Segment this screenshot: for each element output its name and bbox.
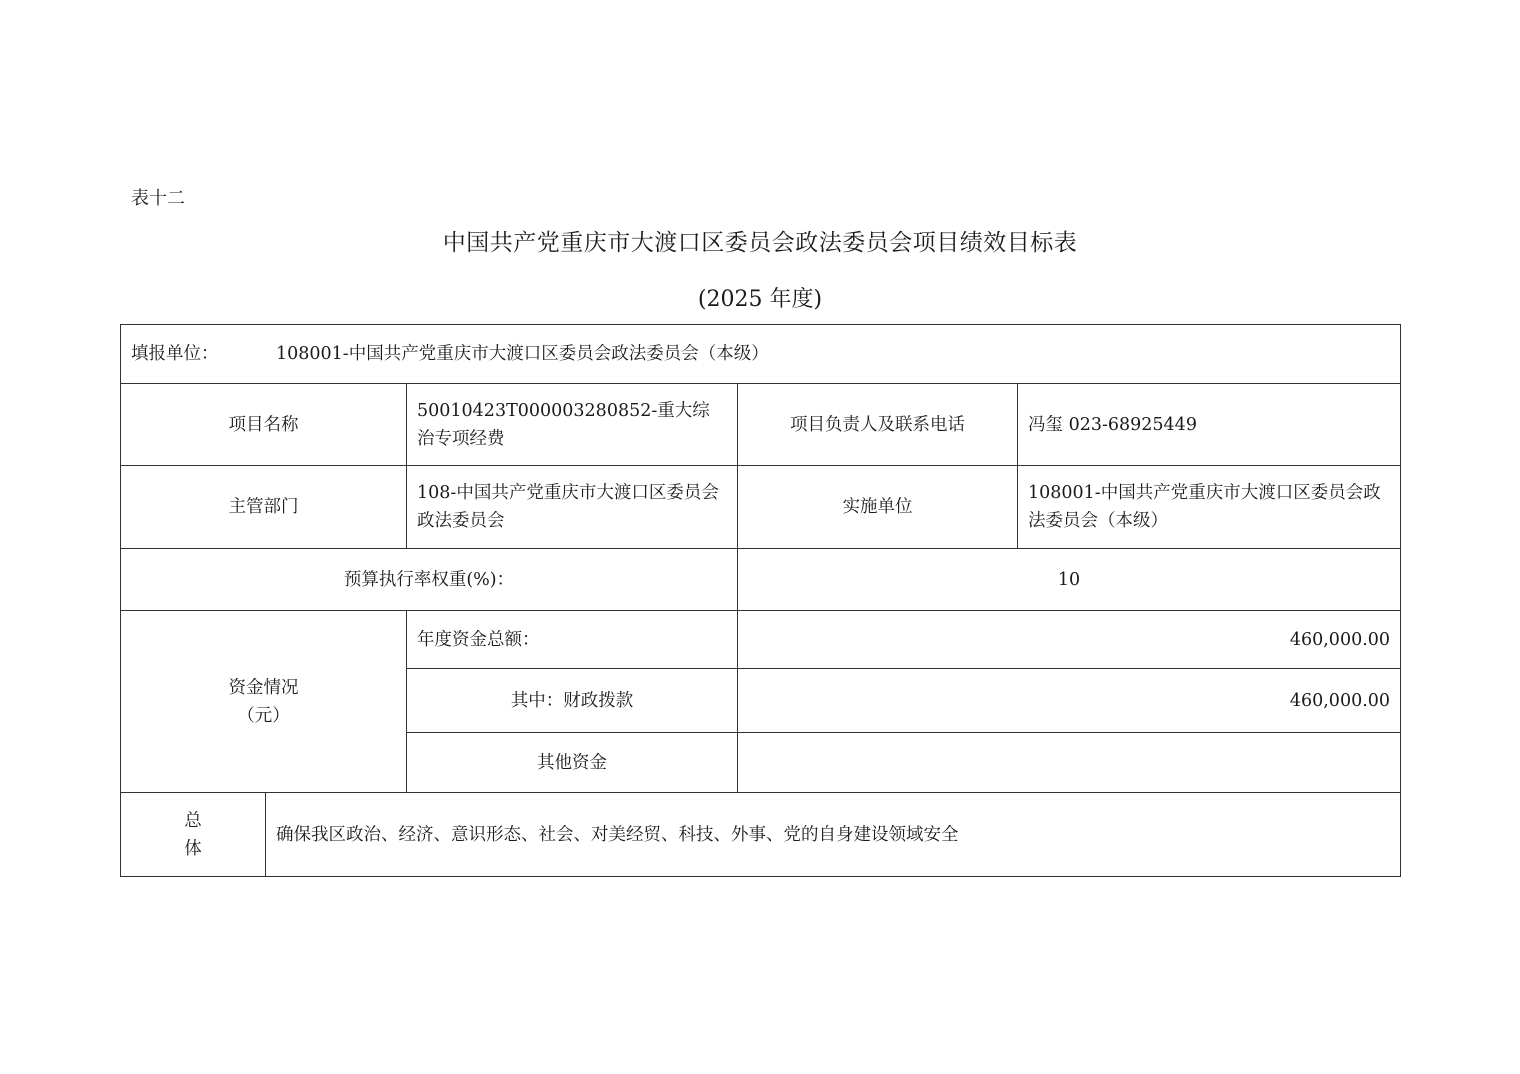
funds-label bbox=[121, 611, 407, 793]
project-lead-value: 冯玺 023-68925449 bbox=[1018, 384, 1401, 466]
other-funds-value bbox=[738, 733, 1401, 793]
fiscal-appropriation-label: 其中：财政拨款 bbox=[407, 669, 738, 733]
project-name-value: 50010423T000003280852-重大综治专项经费 bbox=[407, 384, 738, 466]
funds-label-line2: （元） bbox=[237, 705, 290, 726]
overall-goal-label bbox=[121, 793, 266, 877]
table-number: 表十二 bbox=[131, 188, 185, 209]
annual-total-label: 年度资金总额： bbox=[407, 611, 738, 669]
document-title: 中国共产党重庆市大渡口区委员会政法委员会项目绩效目标表 bbox=[442, 230, 1078, 256]
row-overall-goal bbox=[121, 793, 1401, 877]
document-year: (2025 年度) bbox=[697, 287, 823, 312]
overall-goal-label-line2: 体 bbox=[184, 838, 202, 859]
other-funds-label: 其他资金 bbox=[407, 733, 738, 793]
row-reporting-unit bbox=[121, 325, 1401, 384]
project-lead-label: 项目负责人及联系电话 bbox=[738, 384, 1018, 466]
budget-weight-label: 预算执行率权重(%)： bbox=[121, 549, 738, 611]
budget-weight-value: 10 bbox=[738, 549, 1401, 611]
reporting-unit-cell bbox=[121, 325, 1401, 384]
department-label: 主管部门 bbox=[121, 466, 407, 549]
overall-goal-label-line1: 总 bbox=[184, 810, 202, 831]
annual-total-value: 460,000.00 bbox=[738, 611, 1401, 669]
department-value: 108-中国共产党重庆市大渡口区委员会政法委员会 bbox=[407, 466, 738, 549]
row-budget-weight bbox=[121, 549, 1401, 611]
performance-target-table bbox=[120, 324, 1401, 877]
implementing-unit-value: 108001-中国共产党重庆市大渡口区委员会政法委员会（本级） bbox=[1018, 466, 1401, 549]
reporting-unit-value: 108001-中国共产党重庆市大渡口区委员会政法委员会（本级） bbox=[276, 344, 769, 364]
funds-label-line1: 资金情况 bbox=[228, 677, 299, 698]
row-project-name bbox=[121, 384, 1401, 466]
row-annual-total bbox=[121, 611, 1401, 669]
row-department bbox=[121, 466, 1401, 549]
implementing-unit-label: 实施单位 bbox=[738, 466, 1018, 549]
fiscal-appropriation-value: 460,000.00 bbox=[738, 669, 1401, 733]
project-name-label: 项目名称 bbox=[121, 384, 407, 466]
reporting-unit-label: 填报单位： bbox=[131, 344, 219, 364]
overall-goal-value: 确保我区政治、经济、意识形态、社会、对美经贸、科技、外事、党的自身建设领域安全 bbox=[266, 793, 1401, 877]
